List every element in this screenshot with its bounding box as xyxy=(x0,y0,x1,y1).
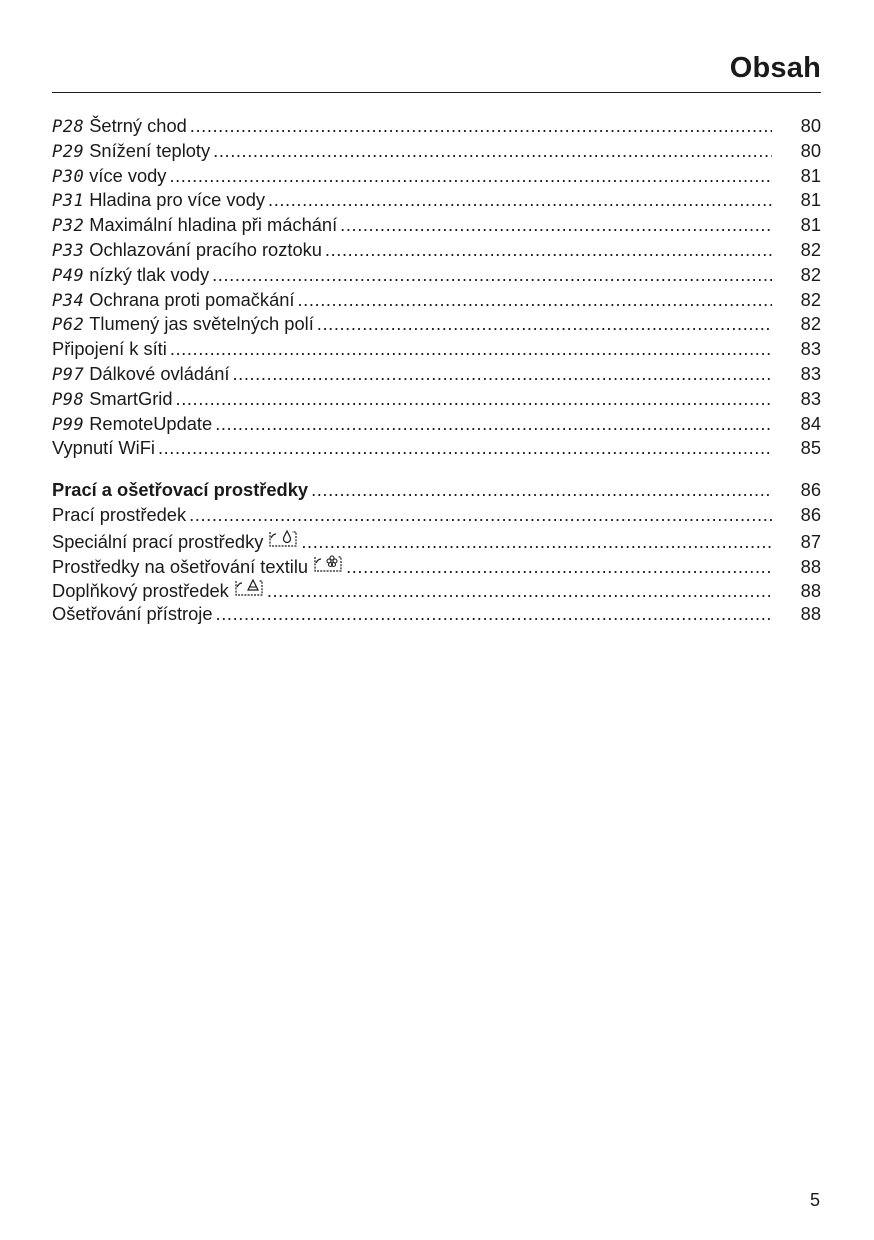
toc-entry-label: Prostředky na ošetřování textilu xyxy=(52,555,309,577)
toc-entry[interactable] xyxy=(52,436,821,461)
toc-entry-label: Ochlazování pracího roztoku xyxy=(89,238,322,260)
toc-entry-label: Šetrný chod xyxy=(89,115,187,136)
toc-entry-label: Ošetřování přístroje xyxy=(52,603,213,625)
parameter-code: P98 xyxy=(52,389,85,410)
toc-entry[interactable] xyxy=(52,139,821,164)
dot-leader xyxy=(340,213,772,238)
toc-entry-page: 81 xyxy=(800,164,821,186)
dot-leader xyxy=(170,337,772,362)
parameter-code: P30 xyxy=(52,166,85,187)
dot-leader xyxy=(158,436,772,461)
toc-entry[interactable] xyxy=(52,602,821,627)
dot-leader xyxy=(190,114,772,139)
dot-leader xyxy=(176,387,772,412)
dot-leader xyxy=(325,238,772,263)
toc-entry-label: Doplňkový prostředek xyxy=(52,580,229,602)
dot-leader xyxy=(213,139,772,164)
toc-entry-label: Vypnutí WiFi xyxy=(52,437,155,459)
toc-entry-label: Prací a ošetřovací prostředky xyxy=(52,479,309,501)
parameter-code: P32 xyxy=(52,216,85,237)
toc-entry[interactable] xyxy=(52,238,821,263)
toc-entry-page: 86 xyxy=(800,479,821,501)
dot-leader xyxy=(216,602,772,627)
toc-entry-label: více vody xyxy=(89,164,167,186)
dot-leader xyxy=(311,478,772,503)
dot-leader xyxy=(189,503,772,528)
section-spacer xyxy=(52,461,821,478)
toc-entry-label: Speciální prací prostředky xyxy=(52,530,264,552)
page-header xyxy=(52,48,821,93)
toc-entry-label: Ochrana proti pomačkání xyxy=(89,288,295,310)
page-number: 5 xyxy=(809,1190,820,1210)
dot-leader xyxy=(297,288,772,313)
dot-leader xyxy=(232,362,772,387)
toc-entry-label: RemoteUpdate xyxy=(89,412,213,434)
toc-entry[interactable] xyxy=(52,188,821,213)
toc-entry[interactable] xyxy=(52,164,821,189)
toc-entry[interactable] xyxy=(52,362,821,387)
parameter-code: P28 xyxy=(52,117,85,137)
toc-entry-page: 85 xyxy=(800,437,821,459)
toc-entry-label: SmartGrid xyxy=(89,387,173,409)
toc-entry-page: 83 xyxy=(800,362,821,384)
toc-entry[interactable] xyxy=(52,263,821,288)
toc-entry-page: 81 xyxy=(800,189,821,211)
dot-leader xyxy=(301,530,772,555)
toc-entry-label: Připojení k síti xyxy=(52,338,167,360)
parameter-code: P97 xyxy=(52,364,85,385)
toc-entry[interactable] xyxy=(52,387,821,412)
toc-entry-page: 82 xyxy=(800,238,821,260)
parameter-code: P49 xyxy=(52,265,85,286)
toc-entry-page: 83 xyxy=(800,338,821,360)
toc-entry-page: 81 xyxy=(800,214,821,236)
parameter-code: P31 xyxy=(52,191,85,212)
toc-entry-page: 88 xyxy=(800,555,821,577)
page-title: Obsah xyxy=(729,52,821,84)
dot-leader xyxy=(268,188,772,213)
dot-leader xyxy=(215,412,772,437)
toc-entry-label: Hladina pro více vody xyxy=(89,189,266,211)
dot-leader xyxy=(267,579,772,604)
toc-entry-label: Tlumený jas světelných polí xyxy=(89,313,314,335)
toc-entry[interactable] xyxy=(52,528,821,553)
drop-compartment-icon xyxy=(268,528,298,548)
toc-entry-page: 82 xyxy=(800,263,821,285)
toc-entry[interactable] xyxy=(52,288,821,313)
dot-leader xyxy=(317,312,772,337)
toc-entry-label: nízký tlak vody xyxy=(89,263,210,285)
toc-entry-page: 88 xyxy=(800,603,821,625)
toc-entry-page: 80 xyxy=(800,139,821,161)
toc-entry[interactable] xyxy=(52,337,821,362)
dot-leader xyxy=(212,263,772,288)
toc-entry-page: 83 xyxy=(800,387,821,409)
additive-compartment-icon xyxy=(234,577,264,597)
parameter-code: P33 xyxy=(52,240,85,261)
toc-entry[interactable] xyxy=(52,114,821,139)
toc-entry-page: 82 xyxy=(800,313,821,335)
parameter-code: P62 xyxy=(52,315,85,336)
toc-entry[interactable] xyxy=(52,503,821,528)
toc-entry-page: 82 xyxy=(800,288,821,310)
toc-entry[interactable] xyxy=(52,412,821,437)
toc-entry-page: 87 xyxy=(800,530,821,552)
toc-entry[interactable] xyxy=(52,577,821,602)
toc-entry[interactable] xyxy=(52,213,821,238)
toc-entry-page: 80 xyxy=(800,115,821,136)
dot-leader xyxy=(346,555,772,580)
table-of-contents xyxy=(52,114,821,627)
parameter-code: P99 xyxy=(52,414,85,435)
flower-compartment-icon xyxy=(313,553,343,573)
toc-entry-page: 86 xyxy=(800,503,821,525)
toc-entry-label: Prací prostředek xyxy=(52,503,187,525)
parameter-code: P34 xyxy=(52,290,85,311)
toc-entry-page: 88 xyxy=(800,580,821,602)
toc-entry-page: 84 xyxy=(800,412,821,434)
parameter-code: P29 xyxy=(52,141,85,162)
dot-leader xyxy=(169,164,772,189)
toc-entry[interactable] xyxy=(52,553,821,578)
toc-section-heading[interactable] xyxy=(52,478,821,503)
toc-entry-label: Snížení teploty xyxy=(89,139,211,161)
toc-entry-label: Dálkové ovládání xyxy=(89,362,230,384)
toc-entry-label: Maximální hladina při máchání xyxy=(89,214,338,236)
toc-entry[interactable] xyxy=(52,312,821,337)
